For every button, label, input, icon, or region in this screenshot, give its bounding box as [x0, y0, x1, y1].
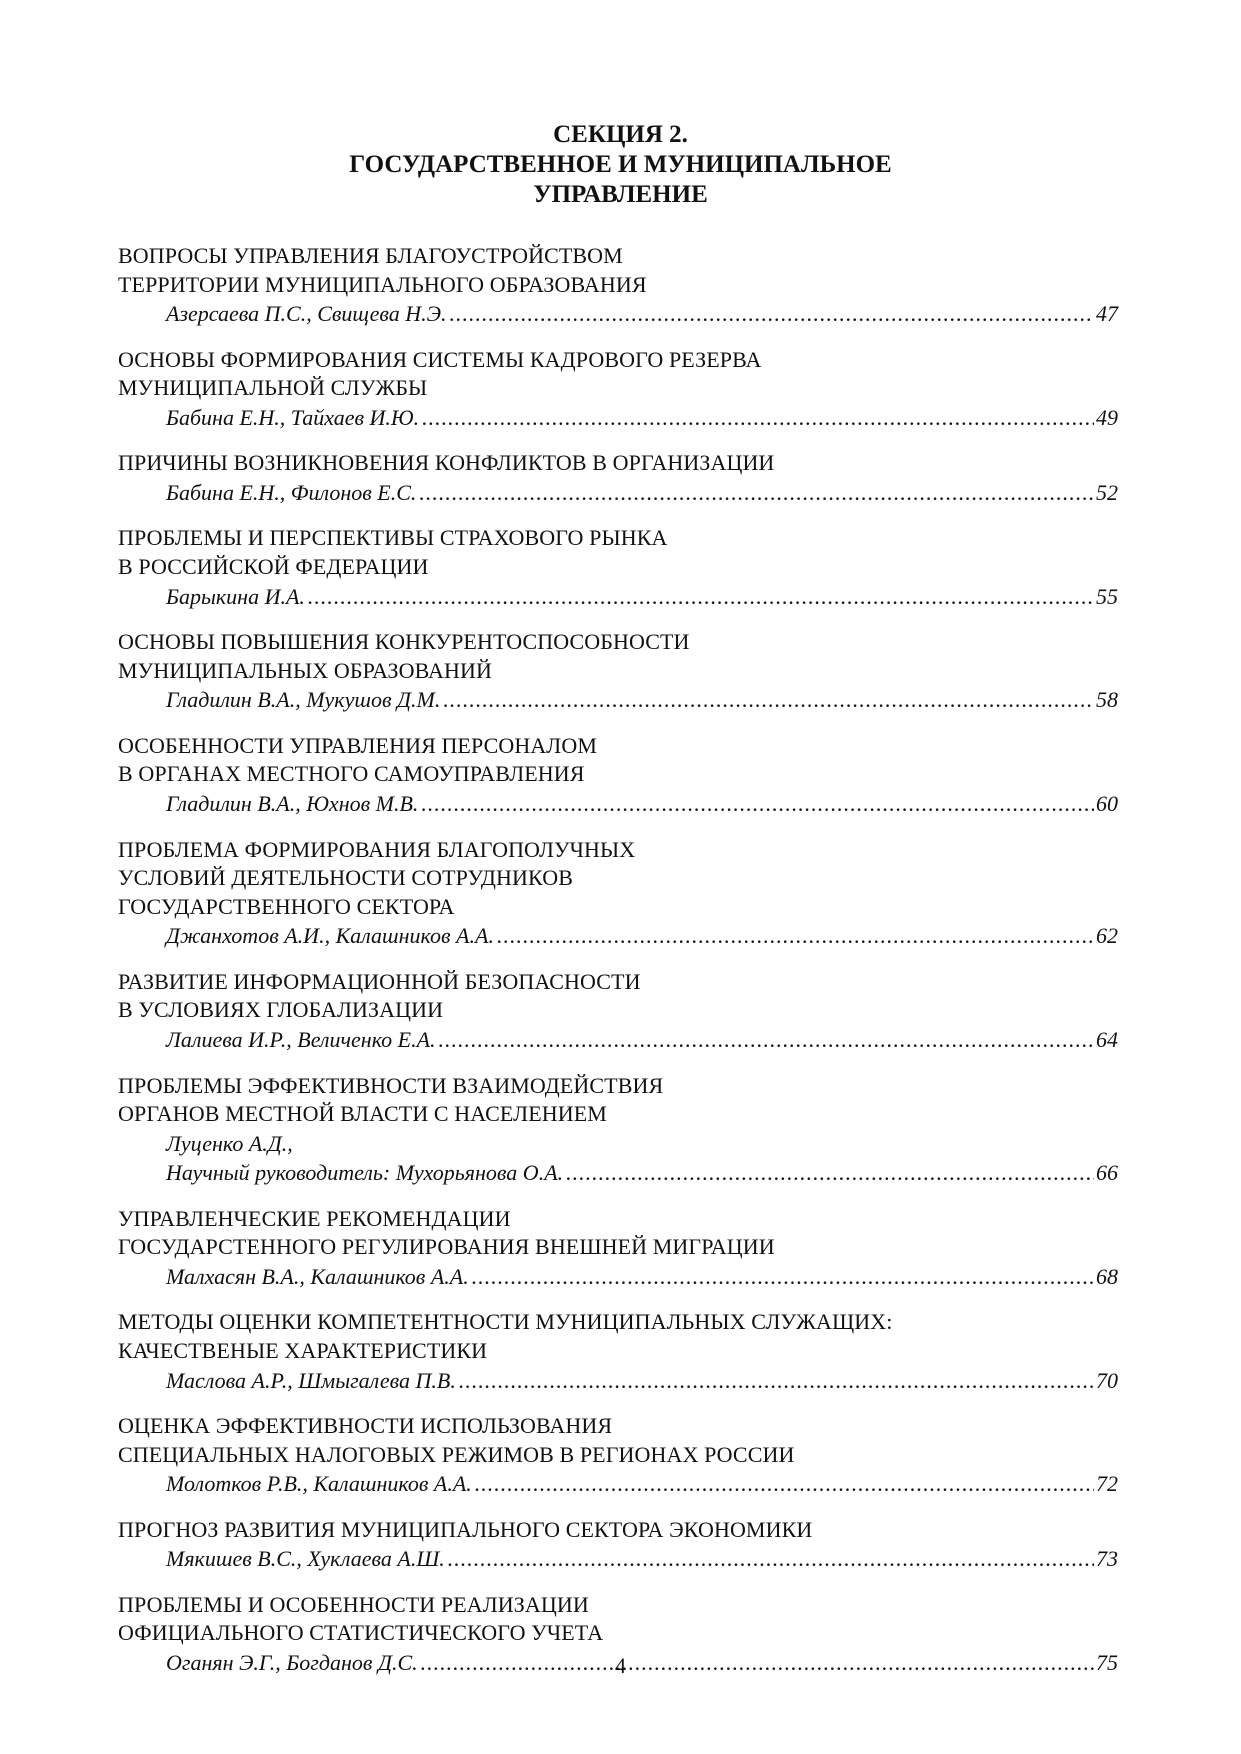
dot-leader — [308, 582, 1094, 612]
dot-leader — [443, 685, 1094, 715]
dot-leader — [448, 1544, 1094, 1574]
toc-entry-page: 64 — [1096, 1027, 1118, 1052]
toc-entry-title: МЕТОДЫ ОЦЕНКИ КОМПЕТЕНТНОСТИ МУНИЦИПАЛЬНЫХ СЛУЖАЩИХ: — [118, 1309, 893, 1335]
toc-entry-authors: Оганян Э.Г., Богданов Д.С. — [166, 1650, 418, 1676]
toc-entry-title: МУНИЦИПАЛЬНЫХ ОБРАЗОВАНИЙ — [118, 657, 493, 683]
toc-entry — [118, 1205, 1118, 1292]
toc-entry-title: ОЦЕНКА ЭФФЕКТИВНОСТИ ИСПОЛЬЗОВАНИЯ — [118, 1413, 613, 1439]
toc-entry — [118, 1072, 1118, 1188]
toc-entry-author-line — [118, 1544, 1118, 1574]
toc-entry-authors: Научный руководитель: Мухорьянова О.А. — [166, 1160, 564, 1186]
toc-entry-page: 66 — [1096, 1160, 1118, 1186]
toc-entry-title: ВОПРОСЫ УПРАВЛЕНИЯ БЛАГОУСТРОЙСТВОМ — [118, 243, 623, 268]
toc-entry-authors: Лалиева И.Р., Величенко Е.А. — [166, 1027, 436, 1052]
section-heading-line-1: СЕКЦИЯ 2. — [553, 121, 688, 148]
toc-entry-author-line — [118, 921, 1118, 951]
toc-entry-title: ПРОБЛЕМА ФОРМИРОВАНИЯ БЛАГОПОЛУЧНЫХ — [118, 836, 636, 862]
toc-entry-title: МУНИЦИПАЛЬНОЙ СЛУЖБЫ — [118, 375, 428, 401]
toc-entry-title: ГОСУДАРСТВЕННОГО СЕКТОРА — [118, 893, 455, 919]
toc-entry — [118, 524, 1118, 611]
dot-leader — [422, 403, 1094, 433]
toc-entry-authors: Гладилин В.А., Юхнов М.В. — [166, 791, 419, 817]
page-number: 4 — [615, 1653, 626, 1678]
toc-entry-authors: Джанхотов А.И., Калашников А.А. — [166, 923, 494, 949]
toc-entry-page: 62 — [1096, 923, 1118, 949]
toc-entry — [118, 732, 1118, 819]
toc-entry-authors: Барыкина И.А. — [166, 583, 305, 609]
section-heading-line-2: ГОСУДАРСТВЕННОЕ И МУНИЦИПАЛЬНОЕ — [349, 151, 892, 178]
toc-entry — [118, 1412, 1118, 1499]
toc-entry-title: ОСНОВЫ ФОРМИРОВАНИЯ СИСТЕМЫ КАДРОВОГО РЕЗЕРВА — [118, 346, 762, 372]
toc-entry-authors: Бабина Е.Н., Филонов Е.С. — [166, 479, 417, 505]
dot-leader — [419, 478, 1094, 508]
toc-entry — [118, 968, 1118, 1055]
toc-entry-author-line — [118, 685, 1118, 715]
toc-entry — [118, 1516, 1118, 1574]
toc-entry — [118, 242, 1118, 329]
dot-leader — [421, 789, 1094, 819]
toc-entry-title: УПРАВЛЕНЧЕСКИЕ РЕКОМЕНДАЦИИ — [118, 1205, 511, 1231]
dot-leader — [459, 1366, 1094, 1396]
toc-entry — [118, 1308, 1118, 1395]
dot-leader — [439, 1025, 1094, 1055]
toc-entry-title: ГОСУДАРСТЕННОГО РЕГУЛИРОВАНИЯ ВНЕШНЕЙ МИГРАЦИИ — [118, 1234, 775, 1260]
dot-leader — [450, 299, 1094, 329]
toc-entry-authors: Бабина Е.Н., Тайхаев И.Ю. — [166, 404, 420, 430]
toc-entry-title: ОФИЦИАЛЬНОГО СТАТИСТИЧЕСКОГО УЧЕТА — [118, 1620, 604, 1646]
toc-entry-page: 58 — [1096, 687, 1118, 713]
toc-entry-author-line — [118, 299, 1118, 329]
toc-entry-page: 47 — [1096, 301, 1118, 327]
toc-entry-title: ПРОГНОЗ РАЗВИТИЯ МУНИЦИПАЛЬНОГО СЕКТОРА ЭКОНОМИКИ — [118, 1516, 813, 1542]
section-heading-line-3: УПРАВЛЕНИЕ — [533, 181, 708, 208]
toc-entry-title: ПРОБЛЕМЫ ЭФФЕКТИВНОСТИ ВЗАИМОДЕЙСТВИЯ — [118, 1072, 664, 1098]
toc-entry-page: 68 — [1096, 1263, 1118, 1289]
toc-entry — [118, 628, 1118, 715]
toc-entry-author-line — [118, 1262, 1118, 1292]
toc-entry-title: В УСЛОВИЯХ ГЛОБАЛИЗАЦИИ — [118, 997, 444, 1023]
toc-entry-title: ТЕРРИТОРИИ МУНИЦИПАЛЬНОГО ОБРАЗОВАНИЯ — [118, 271, 647, 297]
toc-entry-title: СПЕЦИАЛЬНЫХ НАЛОГОВЫХ РЕЖИМОВ В РЕГИОНАХ РОССИИ — [118, 1441, 795, 1467]
toc-entry-page: 49 — [1096, 404, 1118, 430]
toc-entry-authors: Молотков Р.В., Калашников А.А. — [166, 1471, 472, 1497]
toc-entry-author-line — [118, 789, 1118, 819]
toc-entry — [118, 836, 1118, 951]
toc-entry-title: ПРОБЛЕМЫ И ОСОБЕННОСТИ РЕАЛИЗАЦИИ — [118, 1591, 589, 1617]
toc-entry-title: РАЗВИТИЕ ИНФОРМАЦИОННОЙ БЕЗОПАСНОСТИ — [118, 968, 641, 994]
toc-entry-authors: Мякишев В.С., Хуклаева А.Ш. — [166, 1546, 445, 1572]
toc-entry-authors: Малхасян В.А., Калашников А.А. — [166, 1263, 469, 1289]
toc-entry-title: КАЧЕСТВЕНЫЕ ХАРАКТЕРИСТИКИ — [118, 1337, 488, 1363]
toc-entry-title: ОСОБЕННОСТИ УПРАВЛЕНИЯ ПЕРСОНАЛОМ — [118, 732, 597, 758]
section-heading — [0, 120, 1241, 210]
toc-entry-page: 73 — [1096, 1546, 1118, 1572]
toc-entry-author-line — [118, 403, 1118, 433]
toc-entry-author-line — [118, 478, 1118, 508]
toc-entry-page: 60 — [1096, 791, 1118, 817]
dot-leader — [472, 1262, 1094, 1292]
toc-entry-author-first: Луценко А.Д., — [166, 1130, 293, 1156]
toc-entry-page: 75 — [1096, 1650, 1118, 1676]
toc-entry-authors: Азерсаева П.С., Свищева Н.Э. — [166, 301, 447, 327]
toc-entry-authors: Маслова А.Р., Шмыгалева П.В. — [166, 1367, 456, 1393]
toc-entry-page: 70 — [1096, 1367, 1118, 1393]
toc-entry-page: 52 — [1096, 479, 1118, 505]
toc-entry-author-line — [118, 1025, 1118, 1055]
toc-entry-title: ПРОБЛЕМЫ И ПЕРСПЕКТИВЫ СТРАХОВОГО РЫНКА — [118, 525, 668, 551]
toc-entry-author-line — [118, 582, 1118, 612]
toc-entry-title: ОРГАНОВ МЕСТНОЙ ВЛАСТИ С НАСЕЛЕНИЕМ — [118, 1101, 607, 1127]
toc-entry-title: ПРИЧИНЫ ВОЗНИКНОВЕНИЯ КОНФЛИКТОВ В ОРГАНИЗАЦИИ — [118, 450, 775, 476]
toc-entry-title: УСЛОВИЙ ДЕЯТЕЛЬНОСТИ СОТРУДНИКОВ — [118, 865, 573, 891]
toc-entry-authors: Гладилин В.А., Мукушов Д.М. — [166, 687, 441, 713]
toc-entry-title: В РОССИЙСКОЙ ФЕДЕРАЦИИ — [118, 554, 429, 580]
toc-entry-page: 55 — [1096, 583, 1118, 609]
toc-entry — [118, 449, 1118, 507]
toc-entry-title: ОСНОВЫ ПОВЫШЕНИЯ КОНКУРЕНТОСПОСОБНОСТИ — [118, 629, 690, 655]
toc-entry-author-line — [118, 1158, 1118, 1188]
toc-entry-author-line — [118, 1366, 1118, 1396]
dot-leader — [475, 1469, 1094, 1499]
toc-entry-author-line — [118, 1469, 1118, 1499]
toc-entry-title: В ОРГАНАХ МЕСТНОГО САМОУПРАВЛЕНИЯ — [118, 761, 585, 787]
dot-leader — [566, 1158, 1094, 1188]
table-of-contents — [118, 242, 1118, 1695]
toc-entry-page: 72 — [1096, 1471, 1118, 1497]
toc-entry — [118, 346, 1118, 433]
dot-leader — [497, 921, 1094, 951]
